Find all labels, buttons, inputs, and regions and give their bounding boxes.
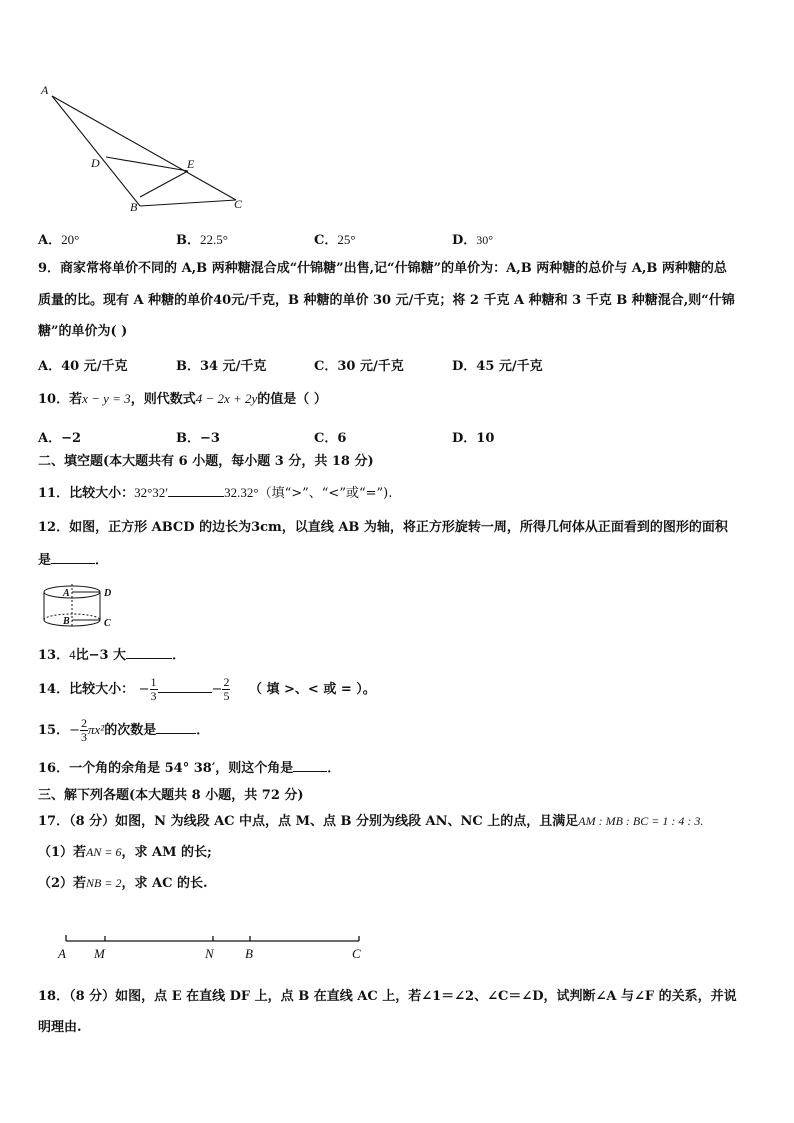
q8-option-b: B．22.5° bbox=[176, 232, 228, 248]
q11-answer-blank[interactable] bbox=[168, 484, 224, 497]
q18-line-2: 明理由. bbox=[38, 1020, 82, 1035]
q10-option-b: B．−3 bbox=[176, 431, 220, 446]
q8-option-a: A．20° bbox=[38, 232, 80, 248]
q15-answer-blank[interactable] bbox=[156, 721, 196, 734]
q9-option-d: D．45 元/千克 bbox=[452, 359, 543, 374]
seg-label-n: N bbox=[205, 946, 214, 961]
q8-option-d: D．30° bbox=[452, 233, 494, 248]
q10-option-d: D．10 bbox=[452, 431, 495, 446]
point-label-e: E bbox=[187, 157, 195, 171]
q9-option-b: B．34 元/千克 bbox=[176, 359, 267, 374]
q12-line-1: 12．如图，正方形 ABCD 的边长为3cm，以直线 AB 为轴，将正方形旋转一周，所得几何体从正面看到的图形的面积 bbox=[38, 520, 728, 535]
q15-text: 15．− $\frac{2}{3}$ πx²的次数是 ． bbox=[38, 716, 210, 744]
q17-sub-1: （1）若AN = 6，求 AM 的长; bbox=[38, 845, 212, 860]
cyl-label-a: A bbox=[63, 588, 70, 599]
q13-text: 13．4比−3 大 ． bbox=[38, 647, 186, 663]
seg-label-b: B bbox=[245, 946, 253, 961]
q14-answer-blank[interactable] bbox=[158, 680, 212, 693]
point-label-c: C bbox=[234, 197, 243, 211]
q10-option-c: C．6 bbox=[314, 431, 347, 446]
q14-text: 14．比较大小： − $\frac{1}{3}$ − $\frac{2}{5}$ （ 填 >、< 或 = ）。 bbox=[38, 675, 376, 703]
q17-segment-figure bbox=[50, 928, 380, 964]
q13-answer-blank[interactable] bbox=[126, 646, 172, 659]
q9-line-2: 质量的比。现有 A 种糖的单价40元/千克，B 种糖的单价 30 元/千克；将 2 千克 A 种糖和 3 千克 B 种糖混合,则“什锦 bbox=[38, 293, 735, 308]
q14-fraction-1: $\frac{1}{3}$ bbox=[150, 675, 157, 703]
cyl-label-c: C bbox=[104, 618, 111, 629]
q9-option-a: A．40 元/千克 bbox=[38, 359, 128, 374]
q8-option-c: C．25° bbox=[314, 232, 356, 248]
point-label-a: A bbox=[41, 83, 49, 97]
q9-option-c: C．30 元/千克 bbox=[314, 359, 404, 374]
q14-fraction-2: $\frac{2}{5}$ bbox=[223, 675, 230, 703]
q11-text: 11．比较大小：32°32′ 32.32°（填“>”、“<”或“=”). bbox=[38, 485, 393, 501]
q16-text: 16．一个角的余角是 54° 38′，则这个角是 ． bbox=[38, 761, 341, 776]
cyl-label-b: B bbox=[63, 616, 70, 627]
seg-label-c: C bbox=[352, 946, 361, 961]
q12-cylinder-figure bbox=[38, 580, 128, 636]
seg-label-a: A bbox=[58, 946, 66, 961]
q16-answer-blank[interactable] bbox=[293, 759, 327, 772]
section-3-heading: 三、解下列各题(本大题共 8 小题，共 72 分) bbox=[38, 788, 304, 803]
q12-line-2: 是 ． bbox=[38, 553, 109, 568]
q15-fraction: $\frac{2}{3}$ bbox=[81, 716, 87, 744]
q17-line-1: 17．（8 分）如图，N 为线段 AC 中点，点 M、点 B 分别为线段 AN、NC 上的点，且满足AM : MB : BC = 1 : 4 : 3. bbox=[38, 814, 704, 829]
section-2-heading: 二、填空题(本大题共有 6 小题，每小题 3 分，共 18 分) bbox=[38, 454, 374, 469]
seg-label-m: M bbox=[94, 946, 105, 961]
point-label-b: B bbox=[130, 200, 138, 214]
q8-triangle-figure bbox=[36, 78, 256, 218]
q10-option-a: A．−2 bbox=[38, 431, 82, 446]
cyl-label-d: D bbox=[104, 588, 112, 599]
q18-line-1: 18．（8 分）如图，点 E 在直线 DF 上，点 B 在直线 AC 上，若∠1＝∠2、∠C＝∠D，试判断∠A 与∠F 的关系，并说 bbox=[38, 989, 737, 1004]
point-label-d: D bbox=[91, 156, 100, 170]
q9-line-1: 9．商家常将单价不同的 A,B 两种糖混合成“什锦糖”出售,记“什锦糖”的单价为：A,B 两种糖的总价与 A,B 两种糖的总 bbox=[38, 261, 727, 276]
q12-answer-blank[interactable] bbox=[51, 551, 95, 564]
q17-sub-2: （2）若NB = 2，求 AC 的长. bbox=[38, 876, 208, 891]
q10-text: 10．若x − y = 3，则代数式4 − 2x + 2y的值是（ ） bbox=[38, 391, 327, 407]
q9-line-3: 糖”的单价为( ) bbox=[38, 324, 128, 339]
